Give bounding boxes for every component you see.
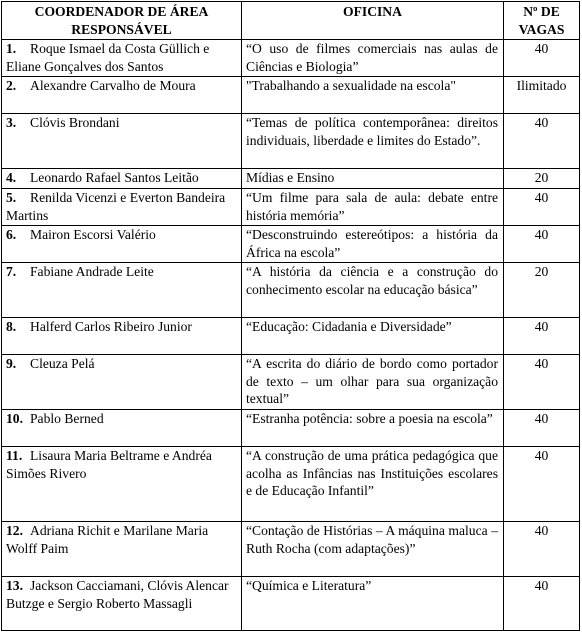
workshop-cell: “Química e Literatura”	[242, 577, 504, 631]
row-number: 1.	[6, 41, 17, 56]
slots-cell: 40	[504, 355, 580, 410]
coordinator-cell	[2, 77, 242, 114]
table-row	[2, 114, 580, 169]
table-row	[2, 522, 580, 577]
coordinator-cell	[2, 447, 242, 522]
coordinator-cell	[2, 522, 242, 577]
coordinator-name: Renilda Vicenzi e Everton Bandeira Martins	[6, 190, 226, 223]
row-number: 10.	[6, 411, 23, 426]
workshop-cell: "Trabalhando a sexualidade na escola"	[242, 77, 504, 114]
slots-cell: 40	[504, 40, 580, 77]
coordinator-name: Alexandre Carvalho de Moura	[30, 78, 196, 93]
slots-cell: Ilimitado	[504, 77, 580, 114]
coordinator-cell	[2, 577, 242, 631]
coordinator-name: Pablo Berned	[30, 411, 104, 426]
workshop-cell: “A história da ciência e a construção do conhecimento escolar na educação básica”	[242, 263, 504, 318]
workshop-cell: “O uso de filmes comerciais nas aulas de Ciências e Biologia”	[242, 40, 504, 77]
coordinator-name: Jackson Cacciamani, Clóvis Alencar Butzge e Sergio Roberto Massagli	[6, 578, 229, 611]
row-number: 2.	[6, 78, 17, 93]
slots-cell: 20	[504, 263, 580, 318]
coordinator-cell	[2, 40, 242, 77]
table-row	[2, 447, 580, 522]
row-number: 6.	[6, 227, 17, 242]
table-row	[2, 169, 580, 189]
row-number: 12.	[6, 523, 23, 538]
workshop-cell: “A construção de uma prática pedagógica que acolha as Infâncias nas Instituições escolares e de Educação Infantil”	[242, 447, 504, 522]
workshop-cell: “Temas de política contemporânea: direitos individuais, liberdade e limites do Estado”.	[242, 114, 504, 169]
header-workshop: OFICINA	[242, 2, 504, 40]
table-row	[2, 40, 580, 77]
slots-cell: 40	[504, 318, 580, 355]
workshop-cell: “Contação de Histórias – A máquina maluca – Ruth Rocha (com adaptações)”	[242, 522, 504, 577]
slots-cell: 40	[504, 522, 580, 577]
coordinator-name: Clóvis Brondani	[30, 115, 120, 130]
coordinator-name: Roque Ismael da Costa Güllich e Eliane Gonçalves dos Santos	[6, 41, 210, 74]
row-number: 4.	[6, 170, 17, 185]
slots-cell: 20	[504, 169, 580, 189]
table-row	[2, 226, 580, 263]
coordinator-name: Cleuza Pelá	[30, 356, 95, 371]
workshop-cell: Mídias e Ensino	[242, 169, 504, 189]
table-row	[2, 318, 580, 355]
table-header-row	[2, 2, 580, 40]
coordinator-cell	[2, 114, 242, 169]
coordinator-cell	[2, 226, 242, 263]
slots-cell: 40	[504, 114, 580, 169]
workshop-cell: “Um filme para sala de aula: debate entre história memória”	[242, 189, 504, 226]
row-number: 8.	[6, 319, 17, 334]
row-number: 7.	[6, 264, 17, 279]
coordinator-cell	[2, 189, 242, 226]
coordinator-name: Mairon Escorsi Valério	[30, 227, 156, 242]
header-slots: Nº DE VAGAS	[504, 2, 580, 40]
coordinator-cell	[2, 318, 242, 355]
slots-cell: 40	[504, 447, 580, 522]
header-coordinator: COORDENADOR DE ÁREA RESPONSÁVEL	[2, 2, 242, 40]
coordinator-name: Lisaura Maria Beltrame e Andréa Simões Rivero	[6, 448, 212, 481]
workshop-cell: “Estranha potência: sobre a poesia na escola”	[242, 410, 504, 447]
coordinator-name: Fabiane Andrade Leite	[30, 264, 154, 279]
coordinator-cell	[2, 355, 242, 410]
coordinator-cell	[2, 169, 242, 189]
row-number: 5.	[6, 190, 17, 205]
table-row	[2, 77, 580, 114]
table-row	[2, 189, 580, 226]
table-row	[2, 263, 580, 318]
workshop-cell: “Educação: Cidadania e Diversidade”	[242, 318, 504, 355]
row-number: 11.	[6, 448, 23, 463]
slots-cell: 40	[504, 189, 580, 226]
table-row	[2, 355, 580, 410]
row-number: 13.	[6, 578, 23, 593]
coordinator-name: Leonardo Rafael Santos Leitão	[30, 170, 199, 185]
workshops-table	[1, 1, 580, 631]
slots-cell: 40	[504, 577, 580, 631]
slots-cell: 40	[504, 410, 580, 447]
row-number: 9.	[6, 356, 17, 371]
coordinator-cell	[2, 263, 242, 318]
coordinator-name: Halferd Carlos Ribeiro Junior	[30, 319, 192, 334]
row-number: 3.	[6, 115, 17, 130]
slots-cell: 40	[504, 226, 580, 263]
workshop-cell: “A escrita do diário de bordo como portador de texto – um olhar para sua organização textual”	[242, 355, 504, 410]
table-row	[2, 410, 580, 447]
table-row	[2, 577, 580, 631]
workshop-cell: “Desconstruindo estereótipos: a história da África na escola”	[242, 226, 504, 263]
coordinator-cell	[2, 410, 242, 447]
coordinator-name: Adriana Richit e Marilane Maria Wolff Paim	[6, 523, 209, 556]
